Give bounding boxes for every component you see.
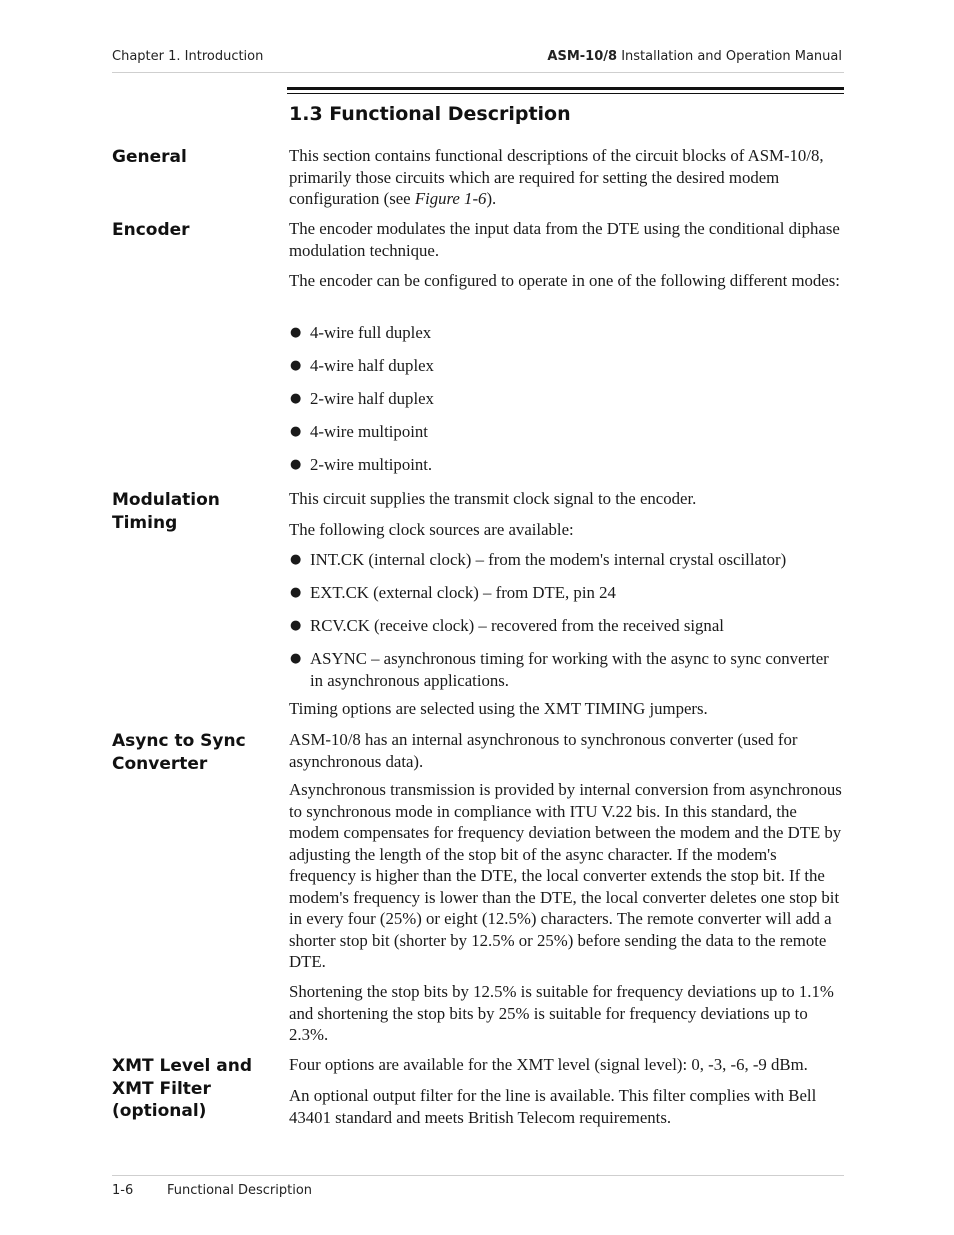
bullet-icon: ● — [290, 358, 302, 373]
running-header-manual — [547, 49, 842, 64]
bullet-icon: ● — [290, 651, 302, 666]
modulation-paragraph-3: Timing options are selected using the XMT TIMING jumpers. — [289, 699, 708, 718]
side-heading-xmt-level-filter: XMT Level and XMT Filter (optional) — [112, 1056, 253, 1121]
list-item: ● ASYNC – asynchronous timing for working with the async to sync converter in asynchronous applications. — [290, 649, 829, 690]
modulation-paragraph-2: The following clock sources are available: — [289, 520, 574, 539]
side-heading-general: General — [112, 147, 187, 167]
encoder-paragraph-2: The encoder can be configured to operate in one of the following different modes: — [289, 271, 840, 290]
bullet-icon: ● — [290, 552, 302, 567]
modulation-paragraph-1: This circuit supplies the transmit clock signal to the encoder. — [289, 489, 697, 508]
general-paragraph — [289, 145, 844, 210]
list-item: ● 4-wire full duplex — [290, 323, 432, 342]
xmt-paragraph-2: An optional output filter for the line is available. This filter complies with Bell 43401 standard and meets British Telecom requirements. — [289, 1086, 817, 1127]
bullet-icon: ● — [290, 424, 302, 439]
general-text: This section contains functional descriptions of the circuit blocks of ASM-10/8, primarily those circuits which are required for setting the desired modem configuration (see — [289, 146, 824, 208]
manual-model: ASM-10/8 — [547, 49, 618, 64]
async-paragraph-2: Asynchronous transmission is provided by internal conversion from asynchronous to synchronous mode in compliance with ITU V.22 bis. In this standard, the modem compensates for frequency deviation between the modem and the DTE by adjusting the length of the stop bit of the async character. If the modem's frequency is higher than the DTE, the local converter extends the stop bit. If the modem's frequency is lower than the DTE, the local converter deletes one stop bit in every four (25%) or eight (12.5%) characters. The remote converter will add a shorter stop bit (shorter by 12.5% or 25%) before sending the data to the remote DTE. — [289, 780, 842, 971]
footer-section-label: Functional Description — [167, 1183, 313, 1198]
side-heading-encoder: Encoder — [112, 220, 190, 240]
page-number: 1-6 — [112, 1183, 134, 1198]
encoder-paragraph-1: The encoder modulates the input data from the DTE using the conditional diphase modulation technique. — [289, 219, 840, 260]
list-item: ● 2-wire multipoint. — [290, 455, 433, 474]
list-item: ● 4-wire multipoint — [290, 422, 428, 441]
bullet-icon: ● — [290, 457, 302, 472]
figure-reference: Figure 1-6 — [414, 189, 487, 208]
running-header-chapter: Chapter 1. Introduction — [112, 49, 264, 64]
bullet-icon: ● — [290, 391, 302, 406]
side-heading-async-converter: Async to Sync Converter — [112, 731, 246, 774]
title-rule-thick — [287, 87, 844, 90]
bullet-icon: ● — [290, 325, 302, 340]
async-paragraph-3: Shortening the stop bits by 12.5% is suitable for frequency deviations up to 1.1% and shortening the stop bits by 25% is suitable for frequency deviations up to 2.3%. — [289, 982, 834, 1044]
manual-title: Installation and Operation Manual — [617, 49, 842, 64]
title-rule-thin — [287, 93, 844, 94]
xmt-paragraph-1: Four options are available for the XMT level (signal level): 0, -3, -6, -9 dBm. — [289, 1055, 808, 1074]
list-item: ● INT.CK (internal clock) – from the modem's internal crystal oscillator) — [290, 550, 787, 569]
bullet-icon: ● — [290, 585, 302, 600]
list-item: ● 4-wire half duplex — [290, 356, 434, 375]
header-divider — [112, 72, 844, 73]
list-item: ● RCV.CK (receive clock) – recovered from the received signal — [290, 616, 724, 635]
bullet-icon: ● — [290, 618, 302, 633]
footer-divider — [112, 1175, 844, 1176]
list-item: ● EXT.CK (external clock) – from DTE, pin 24 — [290, 583, 616, 602]
section-title: 1.3 Functional Description — [289, 103, 571, 125]
list-item: ● 2-wire half duplex — [290, 389, 434, 408]
async-paragraph-1: ASM-10/8 has an internal asynchronous to synchronous converter (used for asynchronous data). — [289, 730, 798, 771]
general-text-end: ). — [486, 189, 497, 208]
side-heading-modulation-timing: Modulation Timing — [112, 490, 220, 533]
